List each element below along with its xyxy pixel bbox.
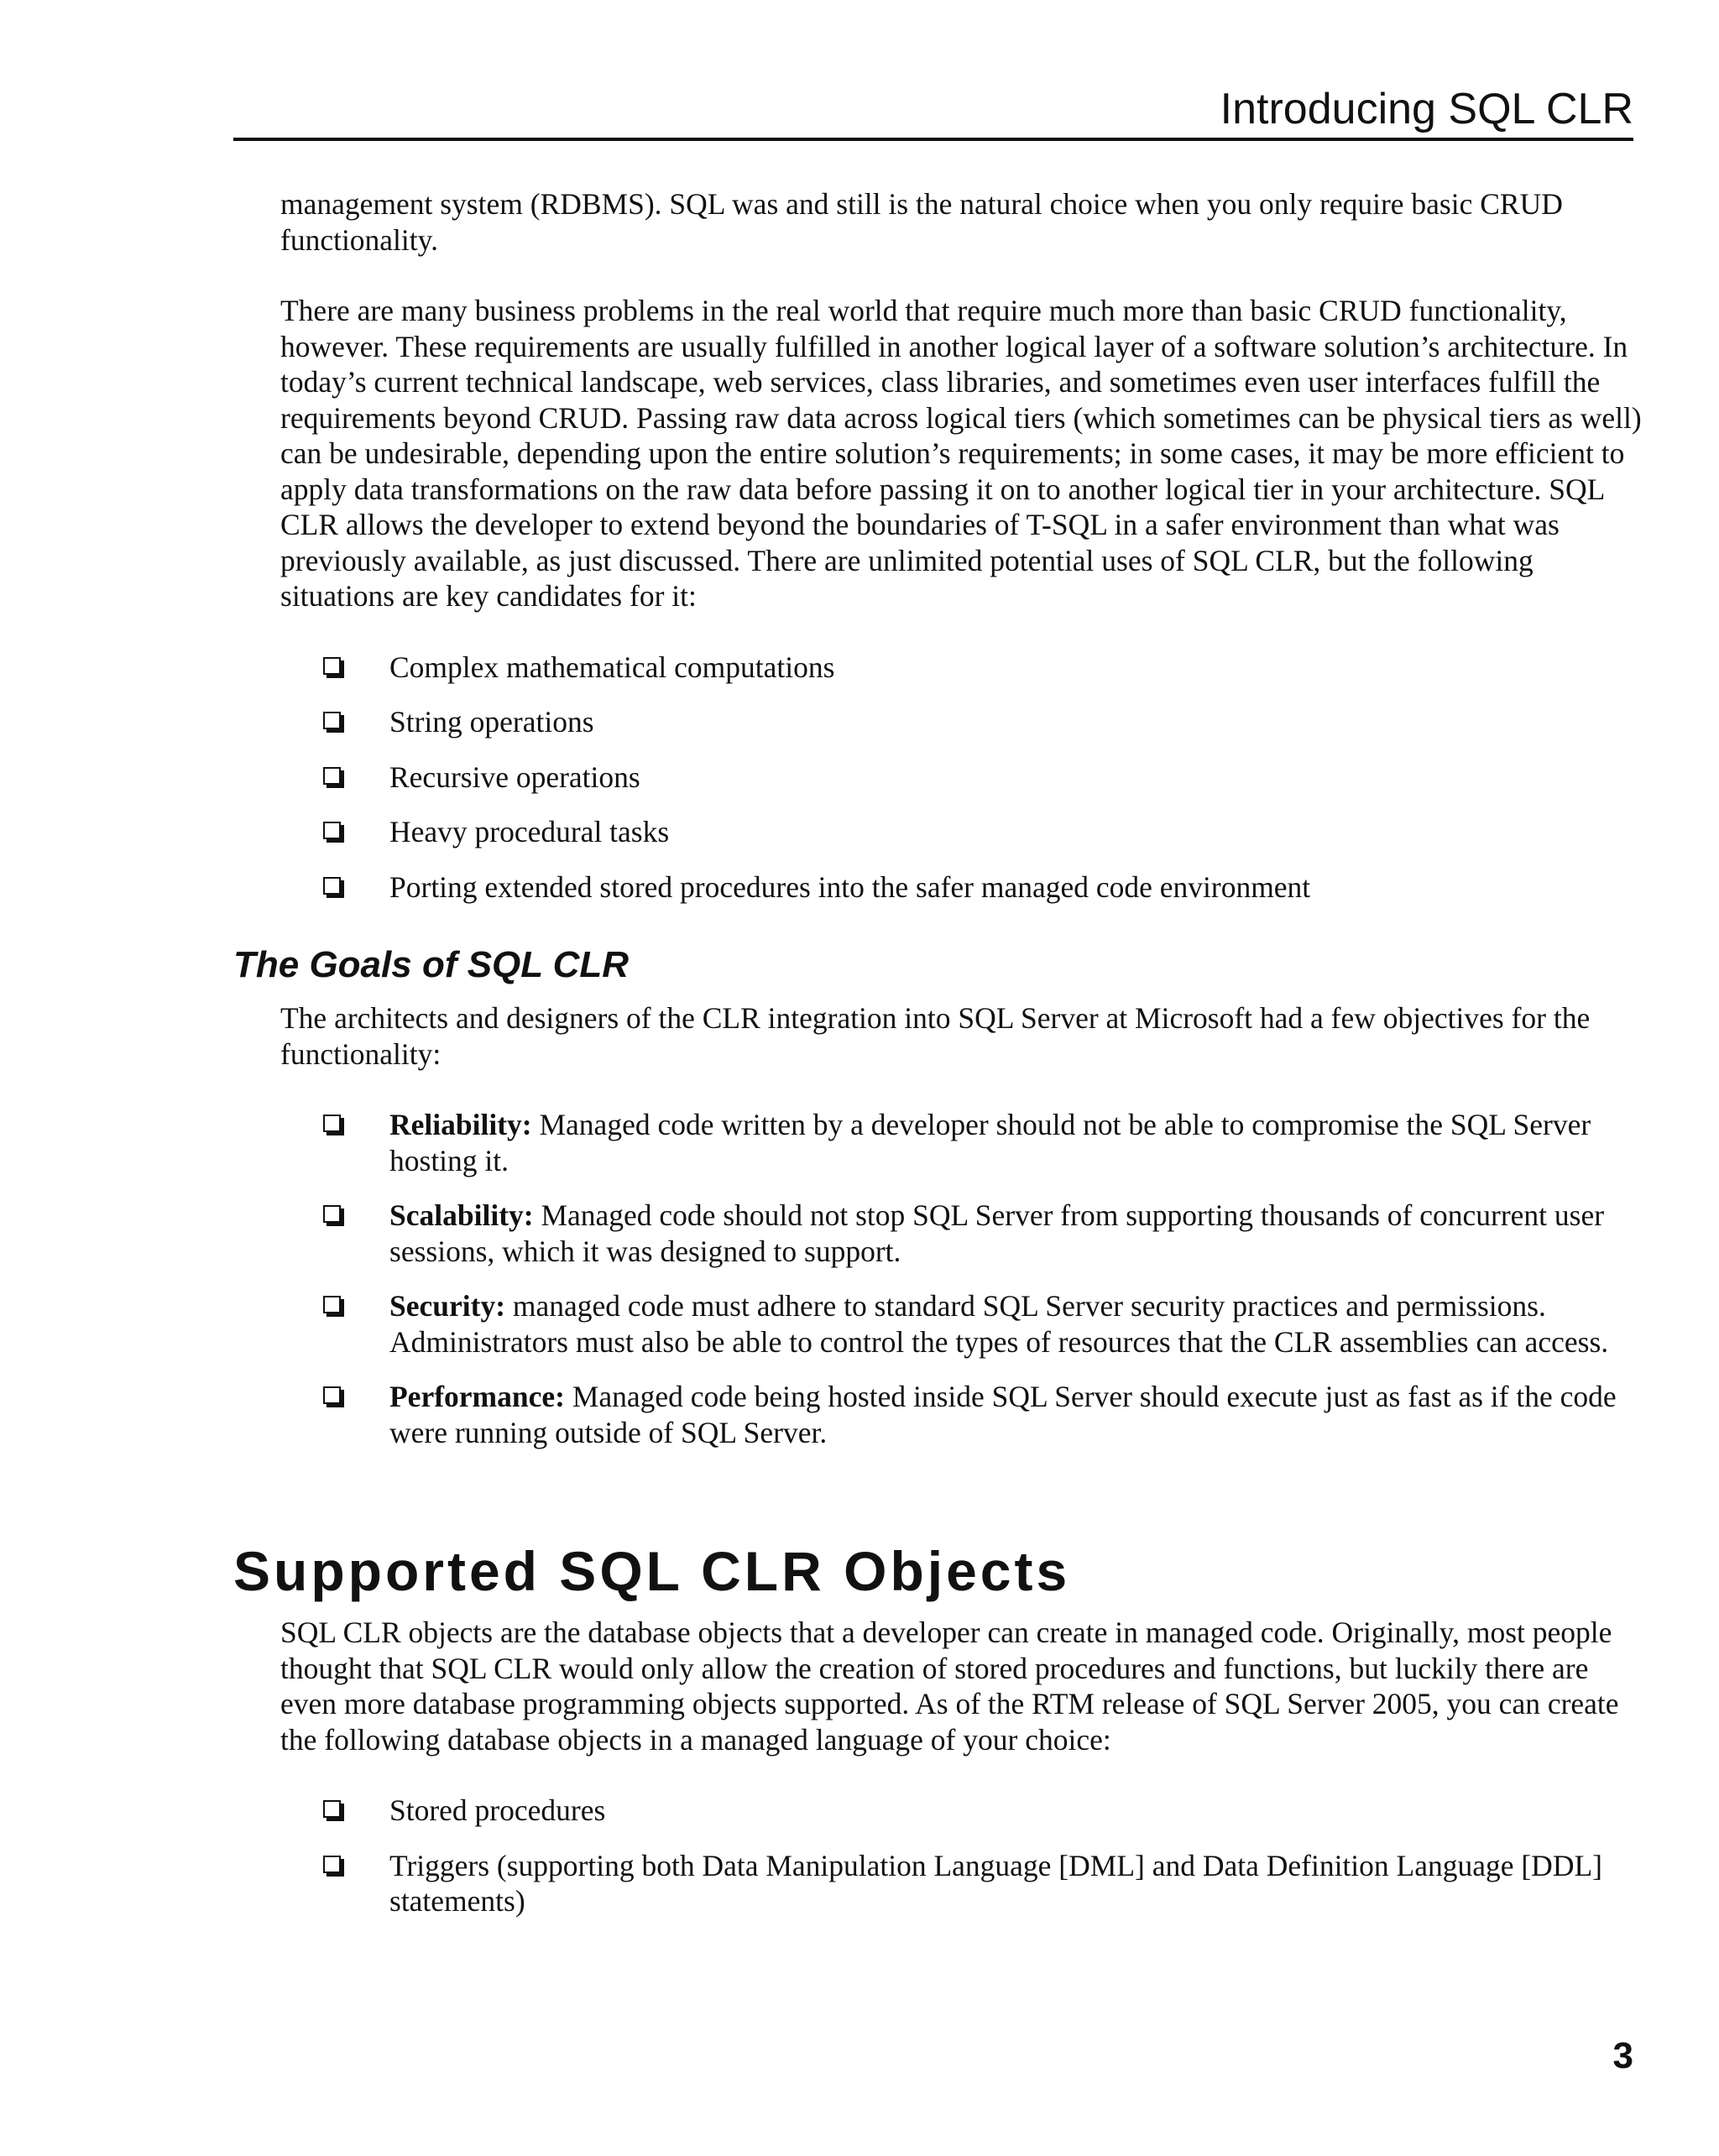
list-item-text: Stored procedures (389, 1793, 606, 1827)
supported-objects-list (280, 1793, 1642, 1919)
list-item-text: Heavy procedural tasks (389, 815, 670, 848)
list-item-text: Complex mathematical computations (389, 650, 835, 684)
intro-paragraph-1: management system (RDBMS). SQL was and still is the natural choice when you only require basic CRUD functionality. (280, 187, 1563, 257)
list-item (280, 869, 1642, 906)
checkbox-bullet-icon (323, 767, 341, 785)
checkbox-bullet-icon (323, 1386, 341, 1404)
list-item (280, 1198, 1642, 1269)
goal-description: managed code must adhere to standard SQL Server security practices and permissions. Administrators must also be able to control the types of resources that the CLR assemblies can access. (389, 1289, 1609, 1359)
list-item (280, 704, 1642, 740)
list-item (280, 1288, 1642, 1360)
running-header-title: Introducing SQL CLR (1220, 85, 1633, 133)
running-header (233, 84, 1633, 141)
list-item (280, 814, 1642, 850)
goal-term: Reliability: (389, 1108, 532, 1141)
list-item-text: Triggers (supporting both Data Manipulation Language [DML] and Data Definition Language [DDL] statements) (389, 1848, 1602, 1918)
list-item-text: Porting extended stored procedures into the safer managed code environment (389, 869, 1311, 904)
list-item-text: String operations (389, 705, 594, 739)
goals-list (280, 1107, 1642, 1450)
goal-description: Managed code being hosted inside SQL Server should execute just as fast as if the code were running outside of SQL Server. (389, 1380, 1617, 1449)
list-item (280, 1379, 1642, 1450)
checkbox-bullet-icon (323, 712, 341, 729)
page-number: 3 (1612, 2035, 1633, 2076)
page-body (233, 186, 1642, 1919)
supported-intro: SQL CLR objects are the database objects that a developer can create in managed code. Originally, most people thought that SQL CLR would only allow the creation of stored procedures and functions, but luckily there are even more database programming objects supported. As of the RTM release of SQL Server 2005, you can create the following database objects in a managed language of your choice: (280, 1616, 1619, 1757)
checkbox-bullet-icon (323, 1800, 341, 1818)
checkbox-bullet-icon (323, 657, 341, 675)
goal-description: Managed code should not stop SQL Server from supporting thousands of concurrent user sessions, which it was designed to support. (389, 1198, 1605, 1268)
checkbox-bullet-icon (323, 1856, 341, 1873)
goals-heading: The Goals of SQL CLR (233, 944, 630, 985)
goal-description: Managed code written by a developer should not be able to compromise the SQL Server hosting it. (389, 1108, 1591, 1177)
list-item (280, 1107, 1642, 1178)
goal-term: Security: (389, 1289, 506, 1323)
goals-intro: The architects and designers of the CLR integration into SQL Server at Microsoft had a few objectives for the functionality: (280, 1001, 1591, 1071)
list-item-text: Recursive operations (389, 760, 640, 794)
checkbox-bullet-icon (323, 1296, 341, 1313)
section-heading: Supported SQL CLR Objects (233, 1540, 1071, 1602)
checkbox-bullet-icon (323, 1115, 341, 1132)
list-item (280, 760, 1642, 796)
checkbox-bullet-icon (323, 1205, 341, 1223)
list-item (280, 1793, 1642, 1829)
candidate-list (280, 650, 1642, 906)
goal-term: Performance: (389, 1380, 565, 1413)
checkbox-bullet-icon (323, 877, 341, 895)
list-item (280, 1848, 1642, 1919)
intro-paragraph-2: There are many business problems in the real world that require much more than basic CRUD functionality, however. These requirements are usually fulfilled in another logical layer of a software solution’s architecture. In today’s current technical landscape, web services, class libraries, and sometimes even user interfaces fulfill the requirements beyond CRUD. Passing raw data across logical tiers (which sometimes can be physical tiers as well) can be undesirable, depending upon the entire solution’s requirements; in some cases, it may be more efficient to apply data transformations on the raw data before passing it on to another logical tier in your architecture. SQL CLR allows the developer to extend beyond the boundaries of T-SQL in a safer environment than what was previously available, as just discussed. There are unlimited potential uses of SQL CLR, but the following situations are key candidates for it: (280, 294, 1642, 613)
checkbox-bullet-icon (323, 822, 341, 839)
list-item (280, 650, 1642, 686)
goal-term: Scalability: (389, 1198, 534, 1232)
